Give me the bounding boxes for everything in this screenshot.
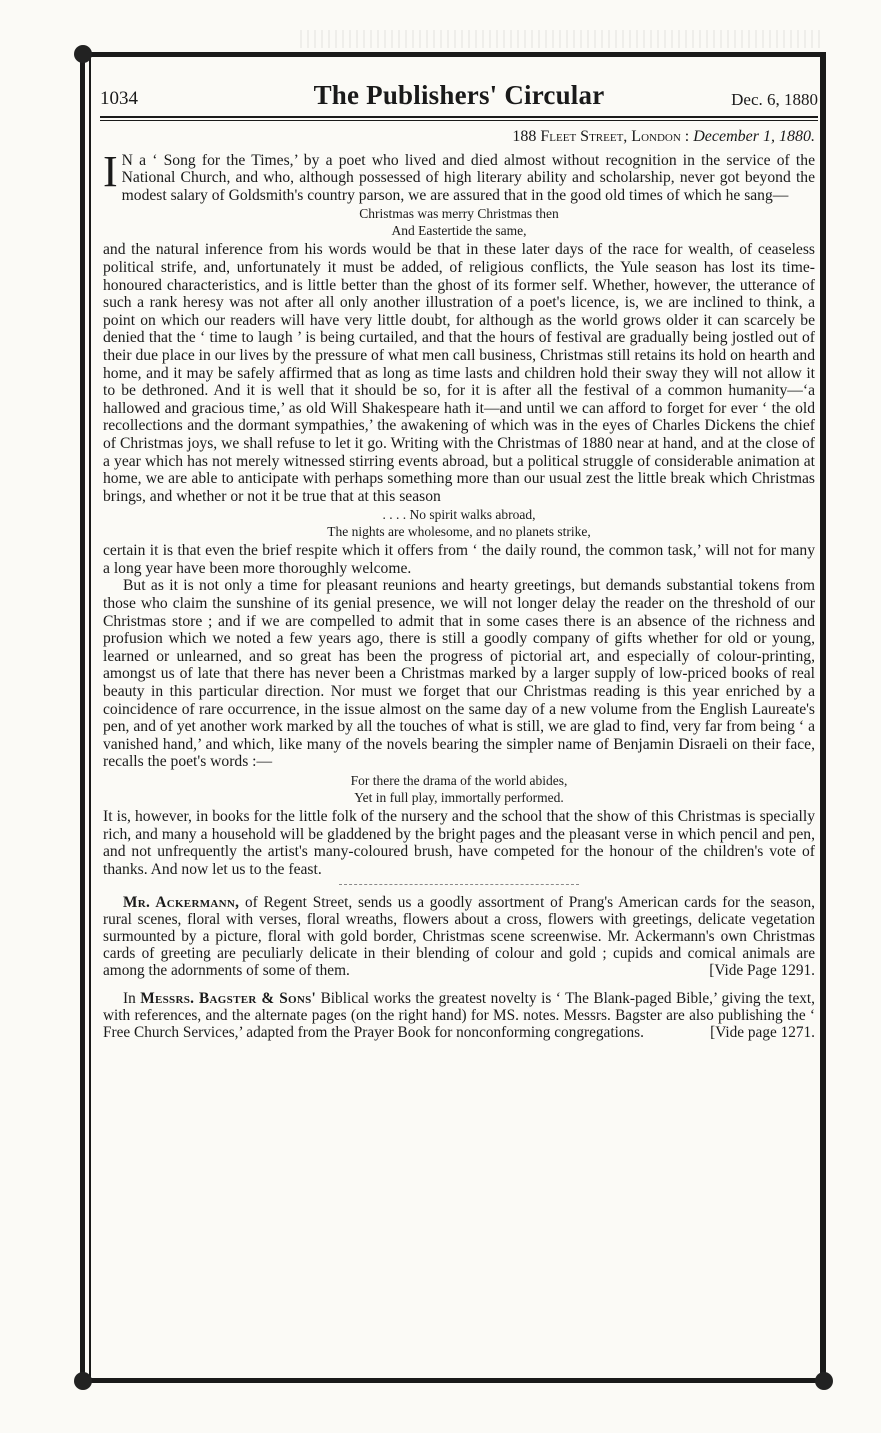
notice-text: of Regent Street, sends us a goodly assortment of Prang's American cards for the season, rural scenes, floral with verses, floral wreaths, flowers about a cross, flowers with greetings, delicate vegetation surmounted by a picture, floral with gold border, Christmas scene screenwise. Mr. Ackermann's own Christmas cards of greeting are peculiarly delicate in their blending of colour and gold ; cupids and comical animals are among the adornments of some of them. (103, 894, 815, 979)
corner-ornament (74, 1372, 92, 1390)
page-number: 1034 (100, 88, 138, 109)
paragraph-4: But as it is not only a time for pleasant reunions and hearty greetings, but demands substantial tokens from those who claim the sunshine of its genial presence, we will not longer delay the reader on the threshold of our Christmas store ; and if we are compelled to admit that in some cases there is an absence of the richness and profusion which we noted a few years ago, there is still a goodly company of gifts whether for old or young, learned or unlearned, and so great has been the progress of pictorial art, and especially of colour-printing, amongst us of late that there has never been a Christmas marked by a larger supply of low-priced books of real beauty in this particular direction. Nor must we forget that our Christmas reading is this year enriched by a coincidence of rare occurrence, in the issue almost on the same day of a new volume from the English Laureate's pen, and of yet another work marked by all the touches of what is still, we are glad to find, very far from being ‘ a vanished hand,’ and which, like many of the novels bearing the simpler name of Benjamin Disraeli on their face, recalls the poet's words :— (103, 577, 815, 771)
notice-ackermann (103, 895, 815, 979)
verse-line: . . . . No spirit walks abroad, (382, 507, 536, 523)
paragraph-text: N a ‘ Song for the Times,’ by a poet who lived and died almost without recognition in the service of the National Church, and who, although possessed of high literary ability and scholarship, never got beyond the modest salary of Goldsmith's country parson, we are assured that in the good old times of which he sang— (121, 151, 815, 204)
verse-quote-3 (103, 772, 815, 806)
border-rule-left (80, 55, 85, 1385)
publication-title: The Publishers' Circular (313, 80, 605, 110)
verse-line: Yet in full play, immortally performed. (354, 790, 564, 805)
page-reference: [Vide Page 1291. (709, 961, 815, 979)
scan-noise (300, 30, 820, 48)
notice-lead: In (123, 990, 141, 1008)
page-reference: [Vide page 1271. (710, 1023, 815, 1041)
paragraph-3: certain it is that even the brief respite which it offers from ‘ the daily round, the common task,’ will not for many a long year have been more thoroughly welcome. (103, 542, 815, 577)
paragraph-1 (103, 146, 815, 205)
dateline: 188 Fleet Street, London : December 1, 1880. (512, 128, 815, 145)
corner-ornament (74, 45, 92, 63)
notice-bagster (103, 991, 815, 1041)
paragraph-5: It is, however, in books for the little folk of the nursery and the school that the show of this Christmas is specially rich, and many a household will be gladdened by the bright pages and the pleasant verse in which pencil and pen, and not unfrequently the artist's many-coloured brush, have competed for the honour of the children's vote of thanks. And now let us to the feast. (103, 808, 815, 878)
header-rule (100, 116, 818, 118)
dateline-street: 188 Fleet Street, London (512, 128, 681, 145)
header-rule (100, 120, 818, 121)
notice-text: Biblical works the greatest novelty is ‘ The Blank-paged Bible,’ giving the text, with references, and the alternate pages (on the right hand) for MS. notes. Messrs. Bagster are also publishing the ‘ Free Church Services,’ adapted from the Prayer Book for nonconforming congregations. (103, 990, 815, 1041)
border-rule-right (820, 55, 826, 1385)
firm-name: Messrs. Bagster & Sons' (140, 990, 317, 1008)
verse-line: Christmas was merry Christmas then (359, 206, 559, 222)
running-header (100, 80, 818, 114)
firm-name: Mr. Ackermann, (123, 894, 240, 912)
border-rule-top (80, 52, 826, 57)
verse-line: The nights are wholesome, and no planets strike, (327, 524, 591, 540)
verse-line: For there the drama of the world abides, (350, 773, 568, 788)
border-rule-bottom (80, 1378, 826, 1383)
corner-ornament (815, 1372, 833, 1390)
border-rule-left-inner (89, 55, 91, 1385)
paragraph-2: and the natural inference from his words would be that in these later days of the race for wealth, of ceaseless political strife, and, unfortunately it must be added, of religious conflicts, the Yule season has lost its time-honoured characteristics, and is little better than the ghost of its former self. Whether, however, the utterance of such a rank heresy was not after all only another illustration of a poet's licence, is, we are inclined to think, a point on which our readers will have very little doubt, for although as the world grows older it can scarcely be denied that the ‘ time to laugh ’ is being curtailed, and that the hours of festival are gradually being jostled out of their due place in our lives by the pressure of what men call business, Christmas still retains its hold on hearth and home, and it may be safely affirmed that as long as time lasts and children hold their sway they will not allow it to be dethroned. And it is well that it should be so, for it is after all the festival of a common humanity—‘a hallowed and gracious time,’ as old Will Shakespeare hath it—and until we can afford to forget for ever ‘ the old recollections and the dormant sympathies,’ the awakening of which was in the eyes of Charles Dickens the chief of Christmas joys, we shall refuse to let it go. Writing with the Christmas of 1880 near at hand, and at the close of a year which has not merely witnessed stirring events abroad, but a political struggle of considerable animation at home, we are able to anticipate with perhaps something more than our usual zest the little break which Christmas brings, and whether or not it be true that at this season (103, 241, 815, 505)
issue-date: Dec. 6, 1880 (731, 90, 818, 109)
verse-quote-2 (103, 506, 815, 540)
section-separator (339, 884, 579, 885)
article (103, 128, 815, 1054)
dateline-date: December 1, 1880. (693, 128, 815, 145)
drop-cap: I (103, 146, 118, 196)
verse-quote-1 (103, 205, 815, 239)
verse-line: And Eastertide the same, (391, 223, 527, 239)
